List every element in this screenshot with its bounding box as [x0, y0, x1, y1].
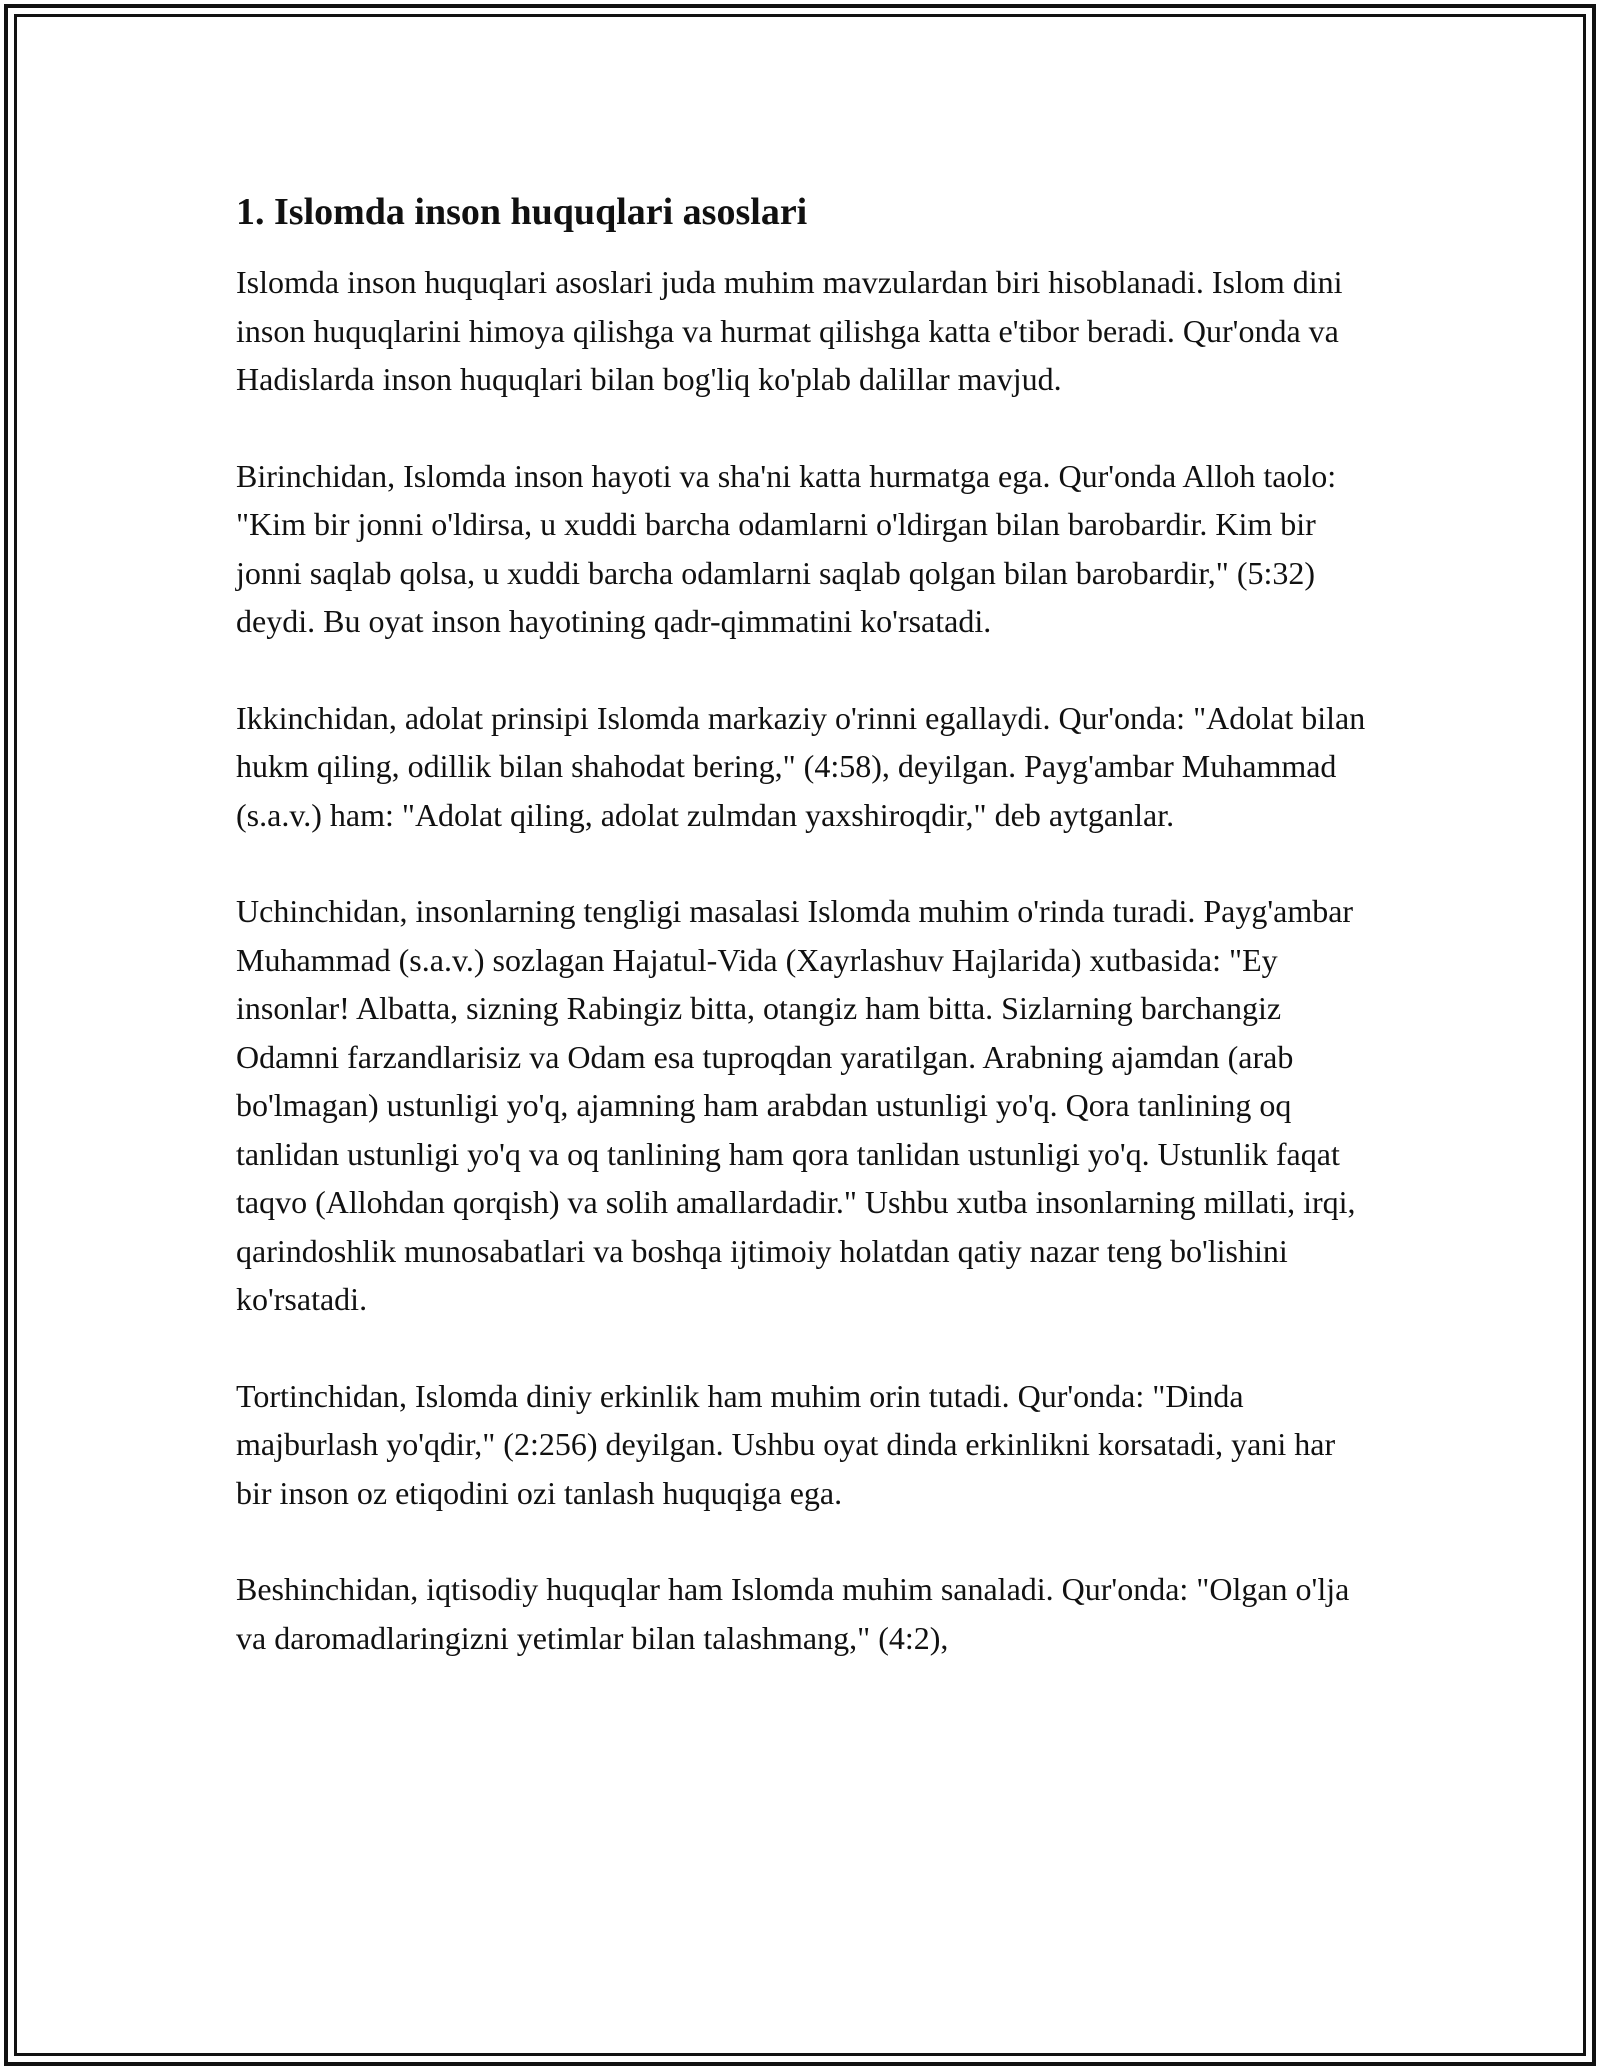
paragraph-intro: Islomda inson huquqlari asoslari juda muhim mavzulardan biri hisoblanadi. Islom dini inson huquqlarini himoya qilishga va hurmat qilishga katta e'tibor beradi. Qur'onda va Hadislarda inson huquqlari bilan bog'liq ko'plab dalillar mavjud. — [236, 264, 1343, 397]
paragraph-fourth: Tortinchidan, Islomda diniy erkinlik ham muhim orin tutadi. Qur'onda: "Dinda majburlash yo'qdir," (2:256) deyilgan. Ushbu oyat dinda erkinlikni korsatadi, yani har bir inson oz etiqodini ozi tanlash huquqiga ega. — [236, 1377, 1336, 1511]
section-heading: 1. Islomda inson huquqlari asoslari — [236, 191, 808, 233]
paragraph-fifth: Beshinchidan, iqtisodiy huquqlar ham Islomda muhim sanaladi. Qur'onda: "Olgan o'lja va daromadlaringizni yetimlar bilan talashmang," (4:2), — [236, 1571, 1350, 1656]
paragraph-first: Birinchidan, Islomda inson hayoti va sha'ni katta hurmatga ega. Qur'onda Alloh taolo: "Kim bir jonni o'ldirsa, u xuddi barcha odamlarni o'ldirgan bilan barobardir. Kim bir jonni saqlab qolsa, u xuddi barcha odamlarni saqlab qolgan bilan barobardir," (5:32) deydi. Bu oyat inson hayotining qadr-qimmatini ko'rsatadi. — [236, 457, 1337, 639]
paragraph-third: Uchinchidan, insonlarning tengligi masalasi Islomda muhim o'rinda turadi. Payg'ambar Muhammad (s.a.v.) sozlagan Hajatul-Vida (Xayrlashuv Hajlarida) xutbasida: "Ey insonlar! Albatta, sizning Rabingiz bitta, otangiz ham bitta. Sizlarning barchangiz Odamni farzandlarisiz va Odam esa tuproqdan yaratilgan. Arabning ajamdan (arab bo'lmagan) ustunligi yo'q, ajamning ham arabdan ustunligi yo'q. Qora tanlining oq tanlidan ustunligi yo'q va oq tanlining ham qora tanlidan ustunligi yo'q. Ustunlik faqat taqvo (Allohdan qorqish) va solih amallardadir." Ushbu xutba insonlarning millati, irqi, qarindoshlik munosabatlari va boshqa ijtimoiy holatdan qatiy nazar teng bo'lishini ko'rsatadi. — [236, 893, 1356, 1317]
paragraph-second: Ikkinchidan, adolat prinsipi Islomda markaziy o'rinni egallaydi. Qur'onda: "Adolat bilan hukm qiling, odillik bilan shahodat bering," (4:58), deyilgan. Payg'ambar Muhammad (s.a.v.) ham: "Adolat qiling, adolat zulmdan yaxshiroqdir," deb aytganlar. — [236, 699, 1366, 833]
document-body — [236, 186, 1376, 1710]
